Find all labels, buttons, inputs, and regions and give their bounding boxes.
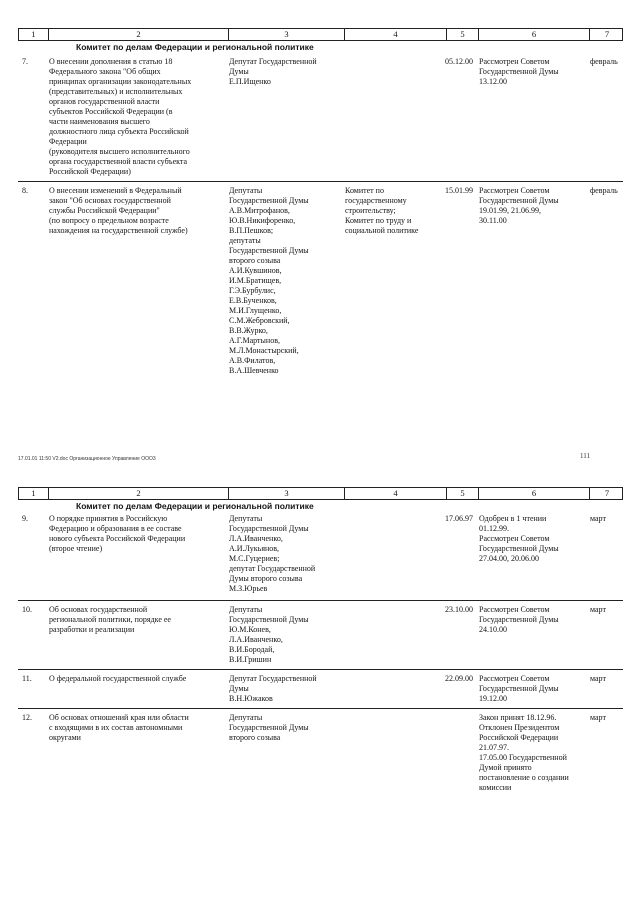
- page-footer-text: 17.01.01 11:50 V2.doc Организационное Управление ООО3: [18, 456, 156, 462]
- column-number: 7: [589, 29, 624, 40]
- bill-status: Рассмотрен Советом Государственной Думы 19.12.00: [479, 674, 559, 703]
- co-committee: [343, 57, 445, 177]
- co-committee: [343, 674, 445, 704]
- bill-author: Депутаты Государственной Думы Л.А.Иванченко, А.И.Лукьянов, М.С.Гуцериев; депутат Государственной Думы второго созыва М.З.Юрьев: [229, 514, 316, 593]
- bill-status: Рассмотрен Советом Государственной Думы 13.12.00: [479, 57, 559, 86]
- table-row: [18, 600, 623, 665]
- table-row: [18, 57, 623, 177]
- scheduled-month: март: [590, 674, 606, 683]
- bill-author: Депутат Государственной Думы В.Н.Южаков: [229, 674, 317, 703]
- scheduled-month: февраль: [590, 186, 618, 195]
- column-number: 3: [228, 488, 344, 499]
- table-row: [18, 669, 623, 704]
- page-2: [18, 487, 623, 793]
- page-number: 111: [580, 452, 590, 460]
- submission-date: [445, 713, 477, 793]
- column-number: 6: [478, 488, 589, 499]
- co-committee: [343, 514, 445, 594]
- column-number-header: [18, 28, 623, 41]
- bill-status: Рассмотрен Советом Государственной Думы 19.01.99, 21.06.99, 30.11.00: [479, 186, 559, 225]
- table-row: [18, 708, 623, 793]
- bill-status: Закон принят 18.12.96. Отклонен Президентом Российской Федерации 21.07.97. 17.05.00 Государственной Думой принято постановление о создании комиссии: [479, 713, 569, 792]
- column-number: 1: [31, 29, 36, 39]
- column-number: 2: [48, 488, 228, 499]
- committee-heading: Комитет по делам Федерации и региональной политике: [76, 501, 314, 511]
- column-number: 6: [478, 29, 589, 40]
- bill-title: О внесении изменений в Федеральный закон "Об основах государственной службы Российской Федерации" (по вопросу о предельном возрасте нахождения на государственной службе): [49, 186, 188, 235]
- bill-author: Депутаты Государственной Думы Ю.М.Конев, Л.А.Иванченко, В.И.Бородай, В.И.Гришин: [229, 605, 309, 664]
- bill-author: Депутаты Государственной Думы второго созыва: [229, 713, 309, 742]
- column-number: 4: [344, 29, 446, 40]
- scheduled-month: март: [590, 514, 606, 523]
- co-committee: Комитет по государственному строительству; Комитет по труду и социальной политике: [345, 186, 419, 235]
- column-number: 2: [48, 29, 228, 40]
- row-number: 7.: [22, 57, 28, 66]
- row-number: 11.: [22, 674, 32, 683]
- submission-date: 22.09.00: [445, 674, 473, 683]
- column-number: 5: [446, 29, 478, 40]
- column-number: 5: [446, 488, 478, 499]
- bill-title: О федеральной государственной службе: [49, 674, 187, 683]
- table-row: [18, 514, 623, 594]
- column-number: 7: [589, 488, 624, 499]
- column-number: 1: [31, 488, 36, 498]
- submission-date: 15.01.99: [445, 186, 473, 195]
- committee-heading: Комитет по делам Федерации и региональной политике: [76, 42, 314, 52]
- bill-title: Об основах государственной региональной политики, порядке ее разработки и реализации: [49, 605, 171, 634]
- column-number: 3: [228, 29, 344, 40]
- row-number: 10.: [22, 605, 32, 614]
- bill-author: Депутат Государственной Думы Е.П.Ищенко: [229, 57, 317, 86]
- submission-date: 05.12.00: [445, 57, 473, 66]
- bill-status: Рассмотрен Советом Государственной Думы 24.10.00: [479, 605, 559, 634]
- table-row: [18, 181, 623, 376]
- scheduled-month: март: [590, 713, 606, 722]
- bill-status: Одобрен в 1 чтении 01.12.99. Рассмотрен Советом Государственной Думы 27.04.00, 20.06.00: [479, 514, 559, 563]
- co-committee: [343, 605, 445, 665]
- row-number: 8.: [22, 186, 28, 195]
- submission-date: 23.10.00: [445, 605, 473, 614]
- column-number: 4: [344, 488, 446, 499]
- bill-title: О внесении дополнения в статью 18 Федерального закона "Об общих принципах организации законодательных (представительных) и исполнительных органов государственной власти субъектов Российской Федерации (в части наименования высшего должностного лица субъекта Российской Федерации (руководителя высшего исполнительного органа государственной власти субъекта Российской Федерации): [49, 57, 192, 176]
- scheduled-month: февраль: [590, 57, 618, 66]
- row-number: 9.: [22, 514, 28, 523]
- co-committee: [343, 713, 445, 793]
- column-number-header: [18, 487, 623, 500]
- page-1: [18, 28, 623, 376]
- bill-author: Депутаты Государственной Думы А.В.Митрофанов, Ю.В.Никифоренко, В.П.Пешков; депутаты Государственной Думы второго созыва А.И.Кувшинов, И.М.Братищев, Г.Э.Бурбулис, Е.В.Бученков, М.И.Глущенко, С.М.Жебровский, В.В.Журко, А.Г.Мартынов, М.Л.Монастырский, А.В.Филатов, В.А.Шевченко: [229, 186, 309, 375]
- submission-date: 17.06.97: [445, 514, 473, 523]
- bill-title: Об основах отношений края или области с входящими в их состав автономными округами: [49, 713, 189, 742]
- scheduled-month: март: [590, 605, 606, 614]
- bill-title: О порядке принятия в Российскую Федерацию и образования в ее составе нового субъекта Российской Федерации (второе чтение): [49, 514, 186, 553]
- row-number: 12.: [22, 713, 32, 722]
